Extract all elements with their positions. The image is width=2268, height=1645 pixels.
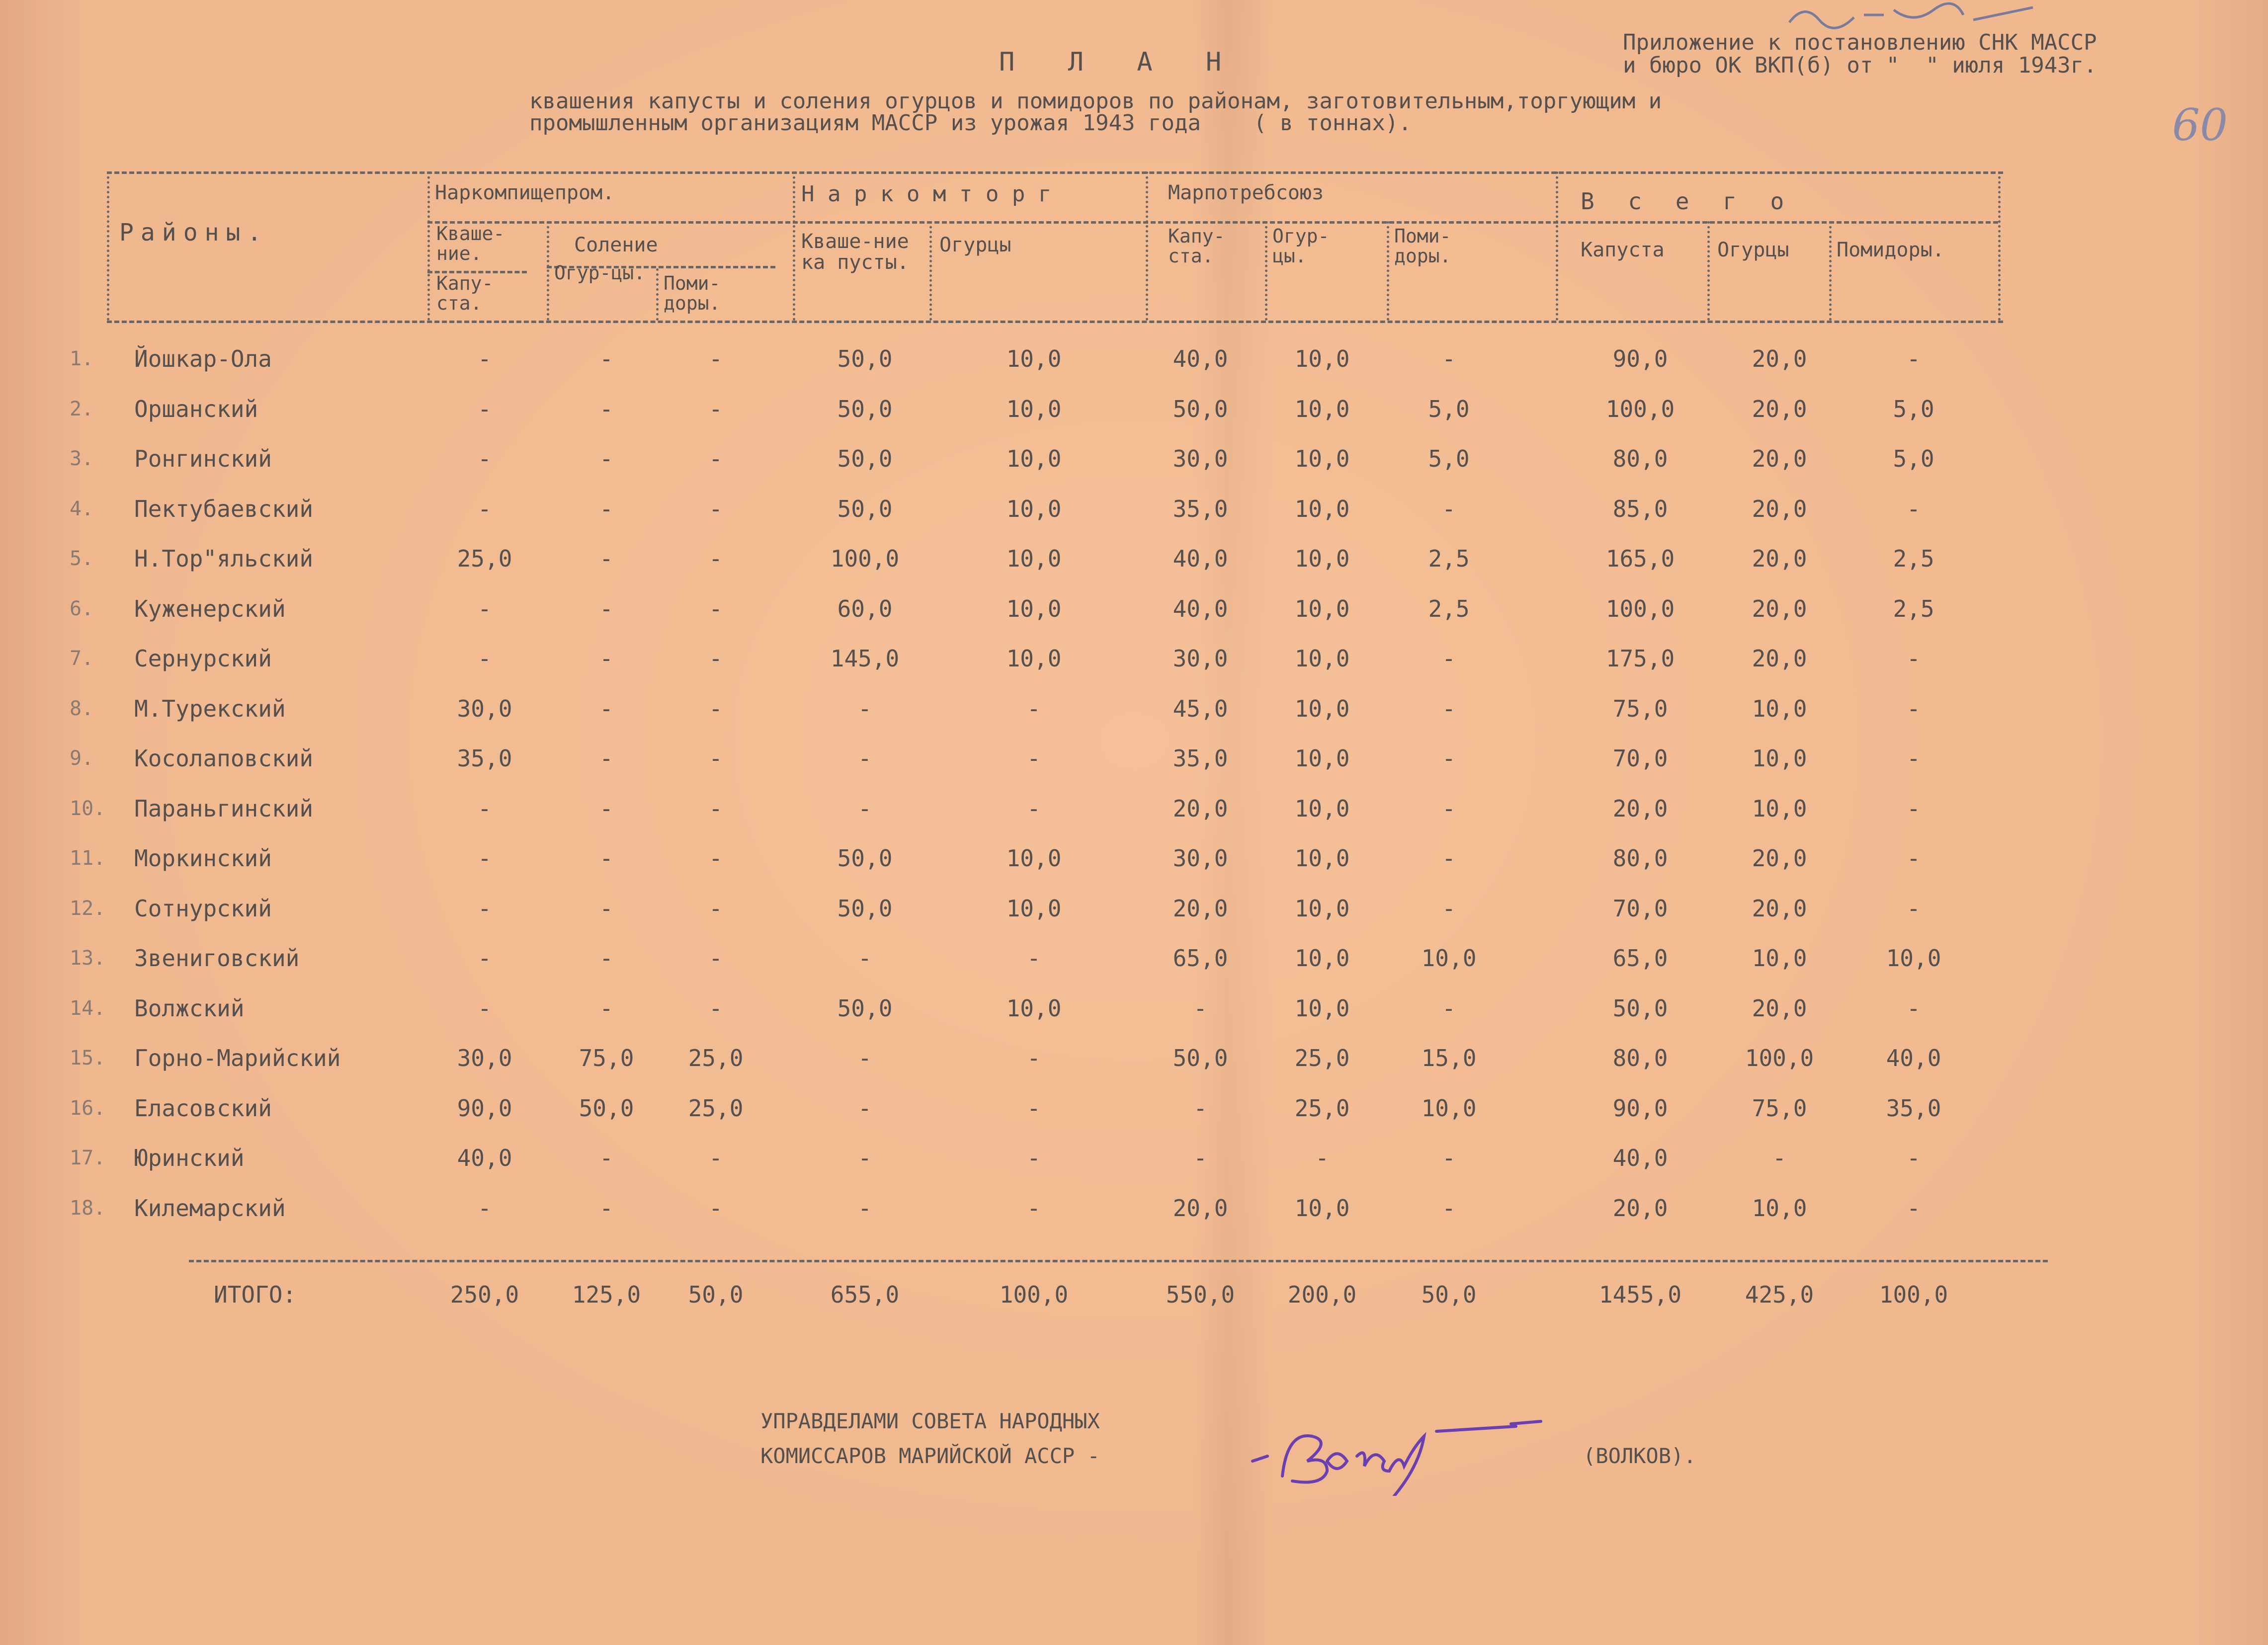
table-cell: 50,0 xyxy=(1173,395,1228,422)
table-cell: - xyxy=(599,595,613,622)
table-cell: 40,0 xyxy=(457,1145,512,1171)
table-cell: 10,0 xyxy=(1294,994,1350,1022)
table-cell: - xyxy=(478,895,492,922)
table-cell: 35,0 xyxy=(1886,1094,1941,1122)
page-number: 60 xyxy=(2172,99,2228,151)
table-cell: 10,0 xyxy=(1294,795,1350,822)
table-cell: - xyxy=(599,745,613,772)
handwritten-number-mark xyxy=(1769,0,2048,35)
table-cell: - xyxy=(709,395,723,422)
table-cell: - xyxy=(1442,795,1456,822)
table-cell: 90,0 xyxy=(457,1094,512,1122)
table-cell: 2,5 xyxy=(1428,595,1470,622)
header-districts: Районы. xyxy=(119,219,269,247)
table-cell: 75,0 xyxy=(1612,695,1668,722)
district-name: Сернурский xyxy=(134,645,272,672)
table-cell: - xyxy=(858,945,872,972)
table-cell: - xyxy=(709,445,723,472)
header-org1-pom: Поми-доры. xyxy=(664,272,721,314)
table-cell: 60,0 xyxy=(837,595,893,622)
header-org2-kvash: Кваше-ние ка пусты. xyxy=(801,230,909,274)
district-name: Пектубаевский xyxy=(134,495,314,522)
table-cell: 20,0 xyxy=(1752,345,1807,372)
table-cell: 2,5 xyxy=(1428,545,1470,572)
table-cell: 5,0 xyxy=(1893,445,1934,472)
table-cell: 50,0 xyxy=(837,445,893,472)
table-cell: 50,0 xyxy=(579,1094,634,1122)
table-cell: 10,0 xyxy=(1294,1194,1350,1222)
row-number: 5. xyxy=(70,547,94,570)
table-cell: 100,0 xyxy=(1605,595,1675,622)
table-cell: - xyxy=(858,1145,872,1171)
document-title: П Л А Н xyxy=(999,47,1241,77)
table-cell: - xyxy=(1027,695,1041,722)
table-cell: 50,0 xyxy=(1612,994,1668,1022)
table-cell: 10,0 xyxy=(1006,395,1062,422)
row-number: 11. xyxy=(70,847,106,870)
table-cell: - xyxy=(709,994,723,1022)
table-cell: - xyxy=(1442,695,1456,722)
table-cell: 25,0 xyxy=(688,1094,744,1122)
table-cell: - xyxy=(709,695,723,722)
col-divider xyxy=(1387,221,1389,321)
row-number: 9. xyxy=(70,747,94,770)
row-number: 1. xyxy=(70,347,94,370)
district-name: Оршанский xyxy=(134,395,258,422)
header-mid-rule xyxy=(427,221,1998,224)
table-cell: - xyxy=(1907,1194,1921,1222)
table-cell: - xyxy=(1907,845,1921,872)
table-cell: - xyxy=(1442,1194,1456,1222)
row-number: 4. xyxy=(70,497,94,520)
table-cell: 75,0 xyxy=(1752,1094,1807,1122)
table-cell: 15,0 xyxy=(1421,1045,1477,1071)
table-cell: 10,0 xyxy=(1752,1194,1807,1222)
signature-title-line-2: КОМИССАРОВ МАРИЙСКОЙ АССР - xyxy=(760,1444,1100,1468)
table-cell: - xyxy=(1907,695,1921,722)
table-cell: 10,0 xyxy=(1006,595,1062,622)
table-cell: - xyxy=(599,445,613,472)
table-cell: 10,0 xyxy=(1294,595,1350,622)
table-cell: 80,0 xyxy=(1612,445,1668,472)
table-cell: 10,0 xyxy=(1752,695,1807,722)
table-cell: 40,0 xyxy=(1612,1145,1668,1171)
table-cell: - xyxy=(599,345,613,372)
table-cell: - xyxy=(599,945,613,972)
table-cell: 30,0 xyxy=(1173,845,1228,872)
table-cell: - xyxy=(709,345,723,372)
district-name: Звениговский xyxy=(134,945,300,972)
table-cell: - xyxy=(1027,1145,1041,1171)
table-cell: 10,0 xyxy=(1752,945,1807,972)
header-org1-kap: Капу-ста. xyxy=(436,272,494,314)
table-cell: 100,0 xyxy=(1605,395,1675,422)
table-cell: 20,0 xyxy=(1752,895,1807,922)
table-cell: - xyxy=(858,795,872,822)
row-number: 13. xyxy=(70,947,106,970)
table-cell: - xyxy=(1442,745,1456,772)
col-divider xyxy=(547,221,549,321)
table-cell: 20,0 xyxy=(1173,795,1228,822)
table-cell: 40,0 xyxy=(1173,545,1228,572)
district-name: М.Турекский xyxy=(134,695,286,722)
table-cell: - xyxy=(1315,1145,1329,1171)
table-cell: 20,0 xyxy=(1612,1194,1668,1222)
row-number: 14. xyxy=(70,996,106,1020)
table-cell: 50,0 xyxy=(837,994,893,1022)
col-divider xyxy=(1998,171,2001,321)
table-cell: - xyxy=(1772,1145,1786,1171)
totals-cell: 50,0 xyxy=(688,1281,744,1308)
header-org1-sol: Соление xyxy=(574,234,658,256)
table-cell: - xyxy=(858,1094,872,1122)
row-number: 8. xyxy=(70,697,94,720)
table-cell: - xyxy=(858,695,872,722)
district-name: Юринский xyxy=(134,1145,245,1171)
table-cell: - xyxy=(1442,645,1456,672)
table-cell: 35,0 xyxy=(457,745,512,772)
table-cell: - xyxy=(478,495,492,522)
table-cell: 2,5 xyxy=(1893,595,1934,622)
district-name: Волжский xyxy=(134,994,245,1022)
table-cell: - xyxy=(478,445,492,472)
table-cell: - xyxy=(1907,1145,1921,1171)
table-cell: - xyxy=(1193,994,1207,1022)
table-cell: - xyxy=(1193,1145,1207,1171)
district-name: Косолаповский xyxy=(134,745,314,772)
totals-cell: 1455,0 xyxy=(1598,1281,1682,1308)
col-divider xyxy=(107,171,109,321)
totals-cell: 425,0 xyxy=(1745,1281,1814,1308)
handwritten-signature xyxy=(1243,1401,1600,1496)
table-cell: 165,0 xyxy=(1605,545,1675,572)
table-cell: - xyxy=(709,545,723,572)
header-total-kap: Капуста xyxy=(1581,239,1665,261)
table-cell: 25,0 xyxy=(1294,1045,1350,1071)
table-cell: 175,0 xyxy=(1605,645,1675,672)
row-number: 15. xyxy=(70,1047,106,1069)
table-cell: - xyxy=(599,495,613,522)
table-cell: - xyxy=(1027,795,1041,822)
table-cell: 70,0 xyxy=(1612,745,1668,772)
table-cell: - xyxy=(599,545,613,572)
table-cell: 10,0 xyxy=(1294,345,1350,372)
table-cell: 10,0 xyxy=(1752,795,1807,822)
table-cell: - xyxy=(858,1045,872,1071)
table-cell: 50,0 xyxy=(837,495,893,522)
table-cell: - xyxy=(1442,495,1456,522)
table-cell: - xyxy=(858,745,872,772)
table-cell: 25,0 xyxy=(688,1045,744,1071)
subtitle-line-2: промышленным организациям МАССР из урожая 1943 года ( в тоннах). xyxy=(529,110,1412,136)
table-cell: 20,0 xyxy=(1752,845,1807,872)
table-cell: 30,0 xyxy=(457,1045,512,1071)
table-cell: - xyxy=(599,795,613,822)
col-divider xyxy=(1265,221,1267,321)
table-cell: 90,0 xyxy=(1612,1094,1668,1122)
table-cell: 20,0 xyxy=(1752,445,1807,472)
table-cell: 35,0 xyxy=(1173,495,1228,522)
table-cell: 65,0 xyxy=(1612,945,1668,972)
totals-cell: 250,0 xyxy=(450,1281,519,1308)
district-name: Сотнурский xyxy=(134,895,272,922)
header-org1-og: Огур-цы. xyxy=(554,262,646,284)
table-cell: - xyxy=(709,495,723,522)
table-cell: - xyxy=(1442,345,1456,372)
table-cell: - xyxy=(478,345,492,372)
row-number: 16. xyxy=(70,1096,106,1120)
col-divider xyxy=(793,171,795,321)
table-cell: 100,0 xyxy=(830,545,900,572)
table-cell: 10,0 xyxy=(1294,945,1350,972)
table-cell: 75,0 xyxy=(579,1045,634,1071)
table-cell: - xyxy=(1442,895,1456,922)
totals-cell: 655,0 xyxy=(830,1281,900,1308)
district-name: Еласовский xyxy=(134,1094,272,1122)
table-cell: 10,0 xyxy=(1006,845,1062,872)
table-cell: 20,0 xyxy=(1612,795,1668,822)
district-name: Ронгинский xyxy=(134,445,272,472)
table-cell: - xyxy=(709,795,723,822)
district-name: Куженерский xyxy=(134,595,286,622)
totals-cell: 100,0 xyxy=(1879,1281,1948,1308)
table-cell: - xyxy=(599,845,613,872)
totals-cell: 550,0 xyxy=(1166,1281,1235,1308)
table-cell: - xyxy=(1193,1094,1207,1122)
table-cell: 50,0 xyxy=(837,845,893,872)
totals-rule xyxy=(189,1260,2048,1262)
table-cell: - xyxy=(1907,895,1921,922)
table-cell: - xyxy=(1442,1145,1456,1171)
appendix-line-2: и бюро ОК ВКП(б) от " " июля 1943г. xyxy=(1623,53,2097,78)
table-cell: 10,0 xyxy=(1006,445,1062,472)
table-cell: 20,0 xyxy=(1173,895,1228,922)
table-cell: - xyxy=(1027,745,1041,772)
table-cell: 10,0 xyxy=(1006,994,1062,1022)
header-org1: Наркомпищепром. xyxy=(435,181,615,204)
header-org3-pom: Поми-доры. xyxy=(1394,225,1451,267)
row-number: 10. xyxy=(70,797,106,820)
table-cell: - xyxy=(709,845,723,872)
col-divider xyxy=(1556,171,1558,321)
table-cell: - xyxy=(1442,845,1456,872)
header-org2: Н а р к о м т о р г xyxy=(801,181,1052,207)
table-cell: - xyxy=(478,1194,492,1222)
table-cell: 30,0 xyxy=(457,695,512,722)
table-cell: - xyxy=(478,845,492,872)
table-cell: 20,0 xyxy=(1752,395,1807,422)
district-name: Моркинский xyxy=(134,845,272,872)
signature-title-line-1: УПРАВДЕЛАМИ СОВЕТА НАРОДНЫХ xyxy=(760,1409,1100,1433)
table-cell: 10,0 xyxy=(1294,545,1350,572)
table-cell: 35,0 xyxy=(1173,745,1228,772)
table-cell: 25,0 xyxy=(457,545,512,572)
header-bottom-rule xyxy=(107,321,2003,323)
table-cell: 20,0 xyxy=(1752,545,1807,572)
table-cell: - xyxy=(1907,345,1921,372)
col-divider xyxy=(1707,221,1710,321)
table-cell: - xyxy=(599,395,613,422)
table-cell: 20,0 xyxy=(1173,1194,1228,1222)
totals-cell: 50,0 xyxy=(1421,1281,1477,1308)
table-cell: 10,0 xyxy=(1421,945,1477,972)
row-number: 12. xyxy=(70,897,106,920)
table-cell: 10,0 xyxy=(1294,745,1350,772)
table-cell: 50,0 xyxy=(837,345,893,372)
district-name: Йошкар-Ола xyxy=(134,345,272,372)
header-org3: Марпотребсоюз xyxy=(1168,181,1324,204)
table-cell: - xyxy=(1907,495,1921,522)
district-name: Горно-Марийский xyxy=(134,1045,341,1071)
totals-label: ИТОГО: xyxy=(214,1281,297,1308)
table-cell: - xyxy=(599,645,613,672)
table-cell: 10,0 xyxy=(1006,495,1062,522)
table-cell: 25,0 xyxy=(1294,1094,1350,1122)
table-cell: 45,0 xyxy=(1173,695,1228,722)
col-divider xyxy=(929,221,932,321)
header-top-rule xyxy=(107,171,2003,174)
table-cell: - xyxy=(1907,745,1921,772)
table-cell: - xyxy=(709,945,723,972)
table-cell: 85,0 xyxy=(1612,495,1668,522)
header-total-og: Огурцы xyxy=(1717,239,1789,261)
table-cell: - xyxy=(1027,945,1041,972)
table-cell: 90,0 xyxy=(1612,345,1668,372)
header-org1-kvash: Кваше-ние. xyxy=(436,223,505,264)
table-cell: - xyxy=(599,994,613,1022)
table-cell: - xyxy=(709,895,723,922)
totals-cell: 200,0 xyxy=(1287,1281,1357,1308)
table-cell: 50,0 xyxy=(1173,1045,1228,1071)
table-cell: 10,0 xyxy=(1294,645,1350,672)
table-cell: 50,0 xyxy=(837,895,893,922)
table-cell: - xyxy=(478,795,492,822)
table-cell: - xyxy=(478,945,492,972)
table-cell: 65,0 xyxy=(1173,945,1228,972)
table-cell: 5,0 xyxy=(1428,395,1470,422)
table-cell: 10,0 xyxy=(1294,695,1350,722)
row-number: 18. xyxy=(70,1196,106,1220)
row-number: 17. xyxy=(70,1147,106,1169)
table-cell: 100,0 xyxy=(1745,1045,1814,1071)
subtitle-line-1: квашения капусты и соления огурцов и помидоров по районам, заготовительным,торгующим и xyxy=(529,88,1662,114)
totals-cell: 125,0 xyxy=(572,1281,641,1308)
table-cell: 20,0 xyxy=(1752,645,1807,672)
col-divider xyxy=(1829,221,1832,321)
table-cell: - xyxy=(1907,645,1921,672)
district-name: Килемарский xyxy=(134,1194,286,1222)
table-cell: - xyxy=(599,695,613,722)
table-cell: 145,0 xyxy=(830,645,900,672)
table-cell: - xyxy=(709,1194,723,1222)
appendix-line-1: Приложение к постановлению СНК МАССР xyxy=(1623,30,2097,55)
table-cell: - xyxy=(1907,994,1921,1022)
table-cell: 5,0 xyxy=(1428,445,1470,472)
table-cell: - xyxy=(1442,994,1456,1022)
table-cell: 10,0 xyxy=(1294,445,1350,472)
col-divider xyxy=(656,268,659,321)
table-cell: 80,0 xyxy=(1612,1045,1668,1071)
table-cell: 20,0 xyxy=(1752,495,1807,522)
table-cell: - xyxy=(1027,1194,1041,1222)
table-cell: 10,0 xyxy=(1752,745,1807,772)
header-org3-kap: Капу-ста. xyxy=(1168,225,1225,267)
col-divider xyxy=(1146,171,1148,321)
table-cell: - xyxy=(599,895,613,922)
table-cell: 2,5 xyxy=(1893,545,1934,572)
table-cell: 10,0 xyxy=(1294,495,1350,522)
table-cell: - xyxy=(858,1194,872,1222)
table-cell: - xyxy=(478,595,492,622)
table-cell: - xyxy=(599,1145,613,1171)
table-cell: 10,0 xyxy=(1294,845,1350,872)
row-number: 3. xyxy=(70,447,94,470)
table-cell: - xyxy=(1027,1094,1041,1122)
table-cell: 10,0 xyxy=(1006,345,1062,372)
table-cell: 20,0 xyxy=(1752,994,1807,1022)
header-total-pom: Помидоры. xyxy=(1837,239,1944,261)
table-cell: 10,0 xyxy=(1006,895,1062,922)
row-number: 2. xyxy=(70,397,94,420)
table-cell: - xyxy=(478,994,492,1022)
table-cell: 80,0 xyxy=(1612,845,1668,872)
totals-cell: 100,0 xyxy=(999,1281,1069,1308)
table-cell: 30,0 xyxy=(1173,645,1228,672)
table-cell: - xyxy=(1027,1045,1041,1071)
table-cell: 40,0 xyxy=(1173,595,1228,622)
table-cell: 70,0 xyxy=(1612,895,1668,922)
table-cell: 40,0 xyxy=(1886,1045,1941,1071)
table-cell: 5,0 xyxy=(1893,395,1934,422)
table-cell: 10,0 xyxy=(1421,1094,1477,1122)
header-total: В с е г о xyxy=(1581,188,1794,215)
table-cell: 10,0 xyxy=(1006,645,1062,672)
header-org2-og: Огурцы xyxy=(939,234,1011,256)
table-cell: - xyxy=(599,1194,613,1222)
table-cell: 10,0 xyxy=(1294,895,1350,922)
table-cell: 10,0 xyxy=(1886,945,1941,972)
table-cell: - xyxy=(709,645,723,672)
table-cell: 40,0 xyxy=(1173,345,1228,372)
district-name: Параньгинский xyxy=(134,795,314,822)
district-name: Н.Тор"яльский xyxy=(134,545,314,572)
row-number: 7. xyxy=(70,647,94,670)
table-cell: - xyxy=(709,595,723,622)
row-number: 6. xyxy=(70,597,94,620)
table-cell: - xyxy=(478,395,492,422)
table-cell: - xyxy=(709,1145,723,1171)
table-cell: 10,0 xyxy=(1006,545,1062,572)
table-cell: - xyxy=(1907,795,1921,822)
table-cell: 50,0 xyxy=(837,395,893,422)
table-cell: 10,0 xyxy=(1294,395,1350,422)
table-cell: 20,0 xyxy=(1752,595,1807,622)
header-org3-og: Огур-цы. xyxy=(1272,225,1330,267)
signatory-name: (ВОЛКОВ). xyxy=(1583,1444,1696,1468)
table-cell: - xyxy=(709,745,723,772)
table-cell: 30,0 xyxy=(1173,445,1228,472)
table-cell: - xyxy=(478,645,492,672)
col-divider xyxy=(427,171,430,321)
